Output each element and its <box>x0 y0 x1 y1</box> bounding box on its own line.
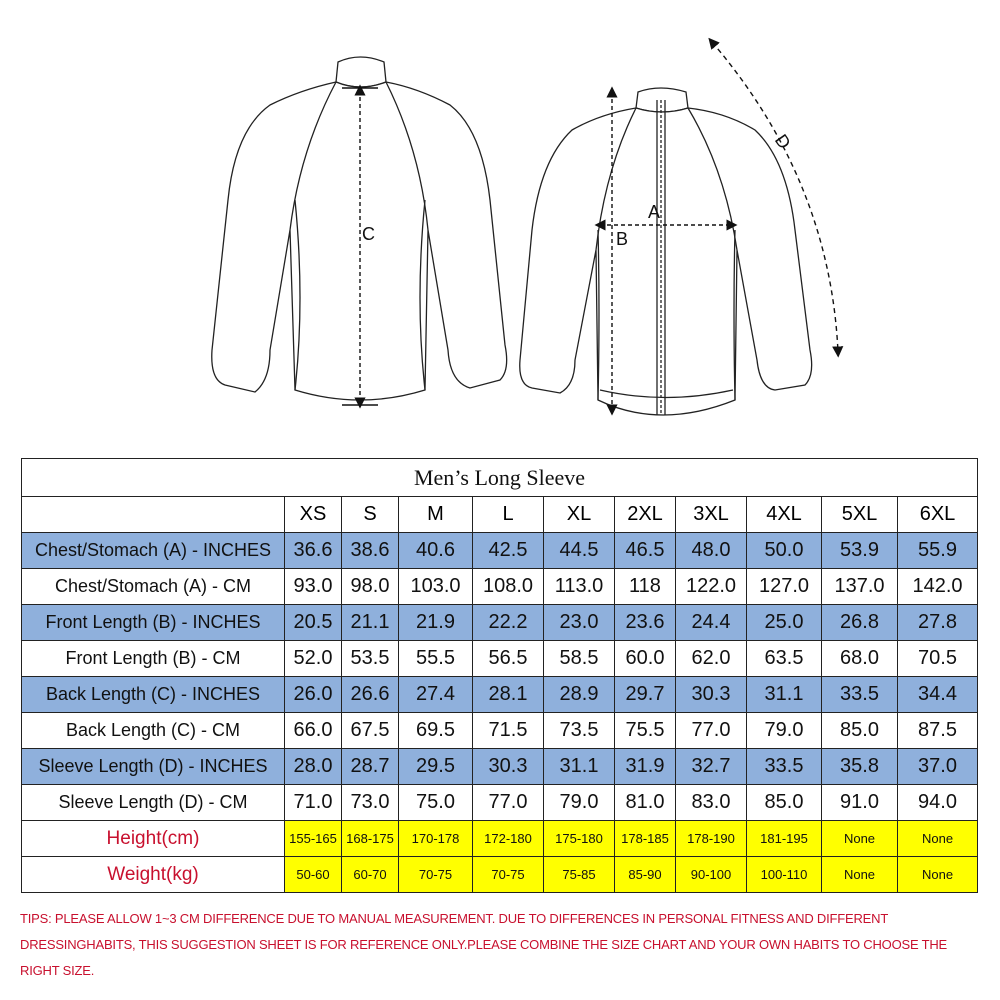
table-cell: 28.9 <box>544 677 615 713</box>
table-cell: 40.6 <box>399 533 473 569</box>
table-cell: 93.0 <box>285 569 342 605</box>
table-cell: 178-190 <box>676 821 747 857</box>
row-label: Chest/Stomach (A) - INCHES <box>22 533 285 569</box>
row-label: Front Length (B) - CM <box>22 641 285 677</box>
table-cell: 60-70 <box>342 857 399 893</box>
table-cell: 60.0 <box>615 641 676 677</box>
table-cell: 26.8 <box>822 605 898 641</box>
table-title: Men’s Long Sleeve <box>22 459 978 497</box>
table-cell: 52.0 <box>285 641 342 677</box>
table-cell: 32.7 <box>676 749 747 785</box>
table-cell: 38.6 <box>342 533 399 569</box>
table-cell: 36.6 <box>285 533 342 569</box>
table-cell: 42.5 <box>473 533 544 569</box>
size-chart-table <box>21 458 978 893</box>
table-cell: 170-178 <box>399 821 473 857</box>
row-label: Sleeve Length (D) - INCHES <box>22 749 285 785</box>
table-cell: 94.0 <box>898 785 978 821</box>
table-cell: 53.9 <box>822 533 898 569</box>
table-cell: 26.0 <box>285 677 342 713</box>
table-cell: 34.4 <box>898 677 978 713</box>
table-cell: 100-110 <box>747 857 822 893</box>
table-cell: 175-180 <box>544 821 615 857</box>
table-cell: 98.0 <box>342 569 399 605</box>
table-row <box>22 749 978 785</box>
table-cell: 77.0 <box>676 713 747 749</box>
table-cell: 44.5 <box>544 533 615 569</box>
table-cell: 46.5 <box>615 533 676 569</box>
label-a: A <box>648 202 661 222</box>
table-cell: 68.0 <box>822 641 898 677</box>
back-view-jersey <box>212 57 507 400</box>
table-cell: 108.0 <box>473 569 544 605</box>
table-cell: 83.0 <box>676 785 747 821</box>
table-cell: 79.0 <box>747 713 822 749</box>
row-label: Weight(kg) <box>22 857 285 893</box>
table-cell: 75.5 <box>615 713 676 749</box>
table-cell: 30.3 <box>676 677 747 713</box>
table-cell: 142.0 <box>898 569 978 605</box>
table-cell: 25.0 <box>747 605 822 641</box>
size-header-l: L <box>473 497 544 533</box>
table-cell: 29.5 <box>399 749 473 785</box>
table-cell: 31.1 <box>544 749 615 785</box>
size-header-2xl: 2XL <box>615 497 676 533</box>
table-cell: None <box>898 857 978 893</box>
size-header-6xl: 6XL <box>898 497 978 533</box>
table-cell: 71.0 <box>285 785 342 821</box>
table-cell: 28.7 <box>342 749 399 785</box>
table-cell: 70-75 <box>399 857 473 893</box>
table-cell: 69.5 <box>399 713 473 749</box>
table-row <box>22 605 978 641</box>
table-row <box>22 677 978 713</box>
table-cell: 90-100 <box>676 857 747 893</box>
table-cell: 168-175 <box>342 821 399 857</box>
table-cell: 29.7 <box>615 677 676 713</box>
table-cell: None <box>822 857 898 893</box>
table-row <box>22 785 978 821</box>
table-cell: 75-85 <box>544 857 615 893</box>
table-row <box>22 857 978 893</box>
row-label: Back Length (C) - CM <box>22 713 285 749</box>
table-cell: 53.5 <box>342 641 399 677</box>
table-cell: 20.5 <box>285 605 342 641</box>
table-cell: 31.9 <box>615 749 676 785</box>
table-row <box>22 569 978 605</box>
size-header-m: M <box>399 497 473 533</box>
tips-text: TIPS: PLEASE ALLOW 1~3 CM DIFFERENCE DUE TO MANUAL MEASUREMENT. DUE TO DIFFERENCES IN PERSONAL FITNESS AND DIFFERENT DRESSINGHABITS, THIS SUGGESTION SHEET IS FOR REFERENCE ONLY.PLEASE COMBINE THE SIZE CHART AND YOUR OWN HABITS TO CHOOSE THE RIGHT SIZE. <box>20 911 948 978</box>
row-label: Height(cm) <box>22 821 285 857</box>
table-cell: 33.5 <box>822 677 898 713</box>
table-cell: 26.6 <box>342 677 399 713</box>
table-cell: 27.4 <box>399 677 473 713</box>
table-cell: 24.4 <box>676 605 747 641</box>
label-c: C <box>362 224 375 244</box>
size-header-3xl: 3XL <box>676 497 747 533</box>
front-view-jersey <box>520 88 812 415</box>
table-row <box>22 821 978 857</box>
row-label: Back Length (C) - INCHES <box>22 677 285 713</box>
table-cell: 30.3 <box>473 749 544 785</box>
table-cell: 21.9 <box>399 605 473 641</box>
table-cell: 113.0 <box>544 569 615 605</box>
table-cell: 181-195 <box>747 821 822 857</box>
table-cell: 28.0 <box>285 749 342 785</box>
table-cell: 91.0 <box>822 785 898 821</box>
table-cell: 50-60 <box>285 857 342 893</box>
table-cell: 66.0 <box>285 713 342 749</box>
table-cell: 87.5 <box>898 713 978 749</box>
table-row <box>22 641 978 677</box>
size-header-xl: XL <box>544 497 615 533</box>
row-label: Sleeve Length (D) - CM <box>22 785 285 821</box>
table-cell: 55.9 <box>898 533 978 569</box>
size-header-row <box>22 497 978 533</box>
table-cell: 62.0 <box>676 641 747 677</box>
table-cell: 56.5 <box>473 641 544 677</box>
table-cell: 70.5 <box>898 641 978 677</box>
table-cell: 85.0 <box>747 785 822 821</box>
table-cell: 172-180 <box>473 821 544 857</box>
table-cell: 155-165 <box>285 821 342 857</box>
table-cell: 77.0 <box>473 785 544 821</box>
table-cell: 67.5 <box>342 713 399 749</box>
table-cell: 75.0 <box>399 785 473 821</box>
table-cell: 31.1 <box>747 677 822 713</box>
table-cell: 79.0 <box>544 785 615 821</box>
table-cell: 50.0 <box>747 533 822 569</box>
header-empty-cell <box>22 497 285 533</box>
table-row <box>22 713 978 749</box>
table-cell: 178-185 <box>615 821 676 857</box>
table-cell: 81.0 <box>615 785 676 821</box>
size-header-s: S <box>342 497 399 533</box>
table-row <box>22 533 978 569</box>
table-cell: 58.5 <box>544 641 615 677</box>
label-d: D <box>770 130 795 153</box>
table-cell: 22.2 <box>473 605 544 641</box>
table-cell: 63.5 <box>747 641 822 677</box>
table-cell: 122.0 <box>676 569 747 605</box>
size-header-5xl: 5XL <box>822 497 898 533</box>
table-cell: 23.6 <box>615 605 676 641</box>
table-cell: 28.1 <box>473 677 544 713</box>
table-cell: 37.0 <box>898 749 978 785</box>
table-cell: 118 <box>615 569 676 605</box>
table-cell: 55.5 <box>399 641 473 677</box>
table-cell: None <box>822 821 898 857</box>
table-cell: 23.0 <box>544 605 615 641</box>
table-cell: 85-90 <box>615 857 676 893</box>
table-cell: 70-75 <box>473 857 544 893</box>
row-label: Front Length (B) - INCHES <box>22 605 285 641</box>
table-cell: 73.5 <box>544 713 615 749</box>
row-label: Chest/Stomach (A) - CM <box>22 569 285 605</box>
table-cell: 48.0 <box>676 533 747 569</box>
garment-diagram <box>0 0 1000 440</box>
table-cell: 33.5 <box>747 749 822 785</box>
table-cell: 73.0 <box>342 785 399 821</box>
label-b: B <box>616 229 629 249</box>
table-cell: 21.1 <box>342 605 399 641</box>
table-cell: 27.8 <box>898 605 978 641</box>
size-header-xs: XS <box>285 497 342 533</box>
table-cell: 103.0 <box>399 569 473 605</box>
table-cell: 35.8 <box>822 749 898 785</box>
size-header-4xl: 4XL <box>747 497 822 533</box>
table-cell: 85.0 <box>822 713 898 749</box>
table-cell: None <box>898 821 978 857</box>
table-cell: 71.5 <box>473 713 544 749</box>
table-cell: 127.0 <box>747 569 822 605</box>
table-cell: 137.0 <box>822 569 898 605</box>
